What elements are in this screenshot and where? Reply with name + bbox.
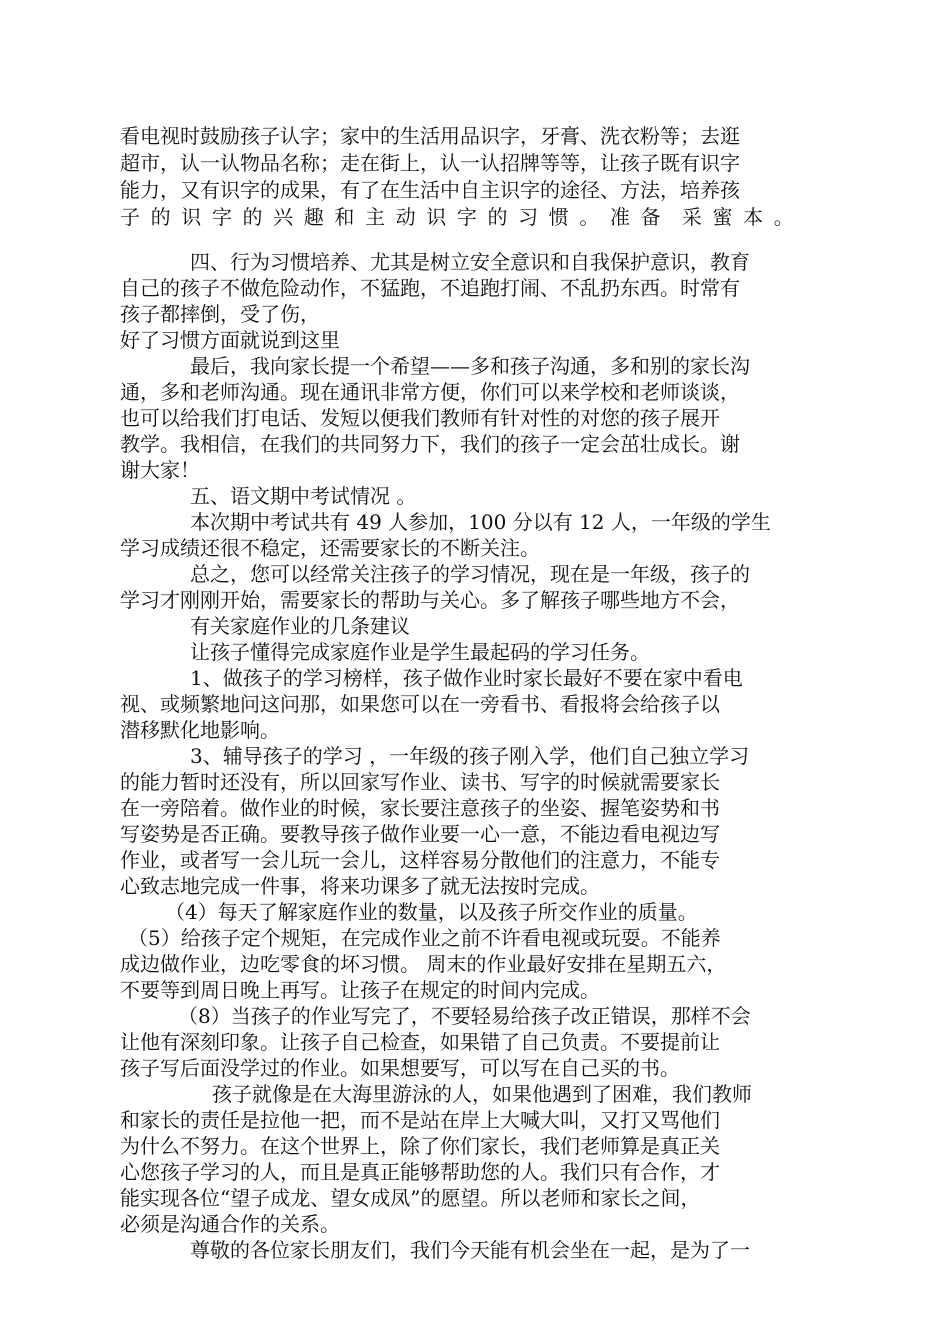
text-line: 必须是沟通合作的关系。 — [120, 1212, 340, 1236]
text-line: 总之，您可以经常关注孩子的学习情况，现在是一年级，孩子的 — [190, 562, 750, 586]
text-line: 有关家庭作业的几条建议 — [190, 614, 410, 638]
text-line: 谢大家！ — [120, 458, 200, 482]
char: 字 — [456, 205, 477, 229]
text-line: 心您孩子学习的人，而且是真正能够帮助您的人。我们只有合作，才 — [120, 1160, 720, 1184]
char: 兴 — [273, 205, 294, 229]
char: 的 — [242, 205, 263, 229]
text-line: 潜移默化地影响。 — [120, 718, 280, 742]
text-line-spaced — [120, 204, 794, 230]
char: 。 — [579, 205, 600, 229]
text-line: 学习成绩还很不稳定，还需要家长的不断关注。 — [120, 536, 540, 560]
text-line: 的能力暂时还没有，所以回家写作业、读书、写字的时候就需要家长 — [120, 770, 720, 794]
text-line: 成边做作业，边吃零食的坏习惯。 周末的作业最好安排在星期五六， — [120, 952, 727, 976]
text-line: 看电视时鼓励孩子认字；家中的生活用品识字，牙膏、洗衣粉等；去逛 — [120, 124, 740, 148]
text-line: 让孩子懂得完成家庭作业是学生最起码的学习任务。 — [190, 640, 650, 664]
text-line: 好了习惯方面就说到这里 — [120, 328, 340, 352]
text-line: 和家长的责任是拉他一把，而不是站在岸上大喊大叫，又打又骂他们 — [120, 1108, 720, 1132]
text-line: 本次期中考试共有 49 人参加，100 分以有 12 人，一年级的学生 — [190, 510, 771, 534]
char: 的 — [150, 205, 171, 229]
char: 识 — [426, 205, 447, 229]
text-line: 也可以给我们打电话、发短以便我们教师有针对性的对您的孩子展开 — [120, 406, 720, 430]
text-line: 1、做孩子的学习榜样，孩子做作业时家长最好不要在家中看电 — [190, 666, 743, 690]
char: 和 — [334, 205, 355, 229]
char: 子 — [120, 205, 140, 229]
text-line: 教学。我相信，在我们的共同努力下，我们的孩子一定会茁壮成长。谢 — [120, 432, 740, 456]
text-line: 不要等到周日晚上再写。让孩子在规定的时间内完成。 — [120, 978, 600, 1002]
char: 惯 — [548, 205, 569, 229]
text-line: 能实现各位“望子成龙、望女成凤”的愿望。所以老师和家长之间， — [120, 1186, 701, 1210]
text-line: 作业，或者写一会儿玩一会儿，这样容易分散他们的注意力，不能专 — [120, 848, 720, 872]
text-line: 尊敬的各位家长朋友们，我们今天能有机会坐在一起，是为了一 — [190, 1238, 750, 1262]
char: 习 — [518, 205, 539, 229]
char: 动 — [395, 205, 416, 229]
text-line: 3、辅导孩子的学习 ，一年级的孩子刚入学，他们自己独立学习 — [190, 744, 750, 768]
text-line: 五、语文期中考试情况 。 — [190, 484, 417, 508]
text-line: 能力，又有识字的成果，有了在生活中自主识字的途径、方法，培养孩 — [120, 178, 740, 202]
char: 趣 — [303, 205, 324, 229]
text-line: 心致志地完成一件事，将来功课多了就无法按时完成。 — [120, 874, 600, 898]
char: 识 — [181, 205, 202, 229]
text-line: 在一旁陪着。做作业的时候，家长要注意孩子的坐姿、握笔姿势和书 — [120, 796, 720, 820]
text-line: 写姿势是否正确。要教导孩子做作业要一心一意，不能边看电视边写 — [120, 822, 720, 846]
text-line: 孩子都摔倒，受了伤， — [120, 302, 320, 326]
char: 蜜 — [712, 205, 733, 229]
text-line: 四、行为习惯培养、尤其是树立安全意识和自我保护意识，教育 — [190, 250, 750, 274]
text-line: 超市，认一认物品名称；走在街上，认一认招牌等等，让孩子既有识字 — [120, 151, 740, 175]
text-line: 孩子写后面没学过的作业。如果想要写，可以写在自己买的书。 — [120, 1056, 680, 1080]
char: 字 — [211, 205, 232, 229]
text-line: 最后，我向家长提一个希望——多和孩子沟通，多和别的家长沟 — [190, 354, 750, 378]
text-line: 自己的孩子不做危险动作，不猛跑，不追跑打闹、不乱扔东西。时常有 — [120, 276, 740, 300]
text-line: 通，多和老师沟通。现在通讯非常方便，你们可以来学校和老师谈谈， — [120, 380, 740, 404]
char: 本 — [743, 205, 764, 229]
char: 。 — [773, 205, 794, 229]
char: 主 — [365, 205, 385, 229]
text-line: 孩子就像是在大海里游泳的人，如果他遇到了困难，我们教师 — [212, 1082, 752, 1106]
text-line: 为什么不努力。在这个世界上，除了你们家长，我们老师算是真正关 — [120, 1134, 720, 1158]
text-line: 学习才刚刚开始，需要家长的帮助与关心。多了解孩子哪些地方不会， — [120, 588, 740, 612]
char: 准 — [610, 205, 630, 229]
text-line: （5）给孩子定个规矩，在完成作业之前不许看电视或玩耍。不能养 — [128, 926, 721, 950]
text-line: （4）每天了解家庭作业的数量，以及孩子所交作业的质量。 — [165, 900, 698, 924]
text-line: 视、或频繁地问这问那，如果您可以在一旁看书、看报将会给孩子以 — [120, 692, 720, 716]
char: 采 — [681, 205, 702, 229]
char: 的 — [487, 205, 508, 229]
char: 备 — [640, 205, 661, 229]
text-line: 让他有深刻印象。让孩子自己检查，如果错了自己负责。不要提前让 — [120, 1030, 720, 1054]
text-line: （8）当孩子的作业写完了，不要轻易给孩子改正错误，那样不会 — [178, 1004, 751, 1028]
